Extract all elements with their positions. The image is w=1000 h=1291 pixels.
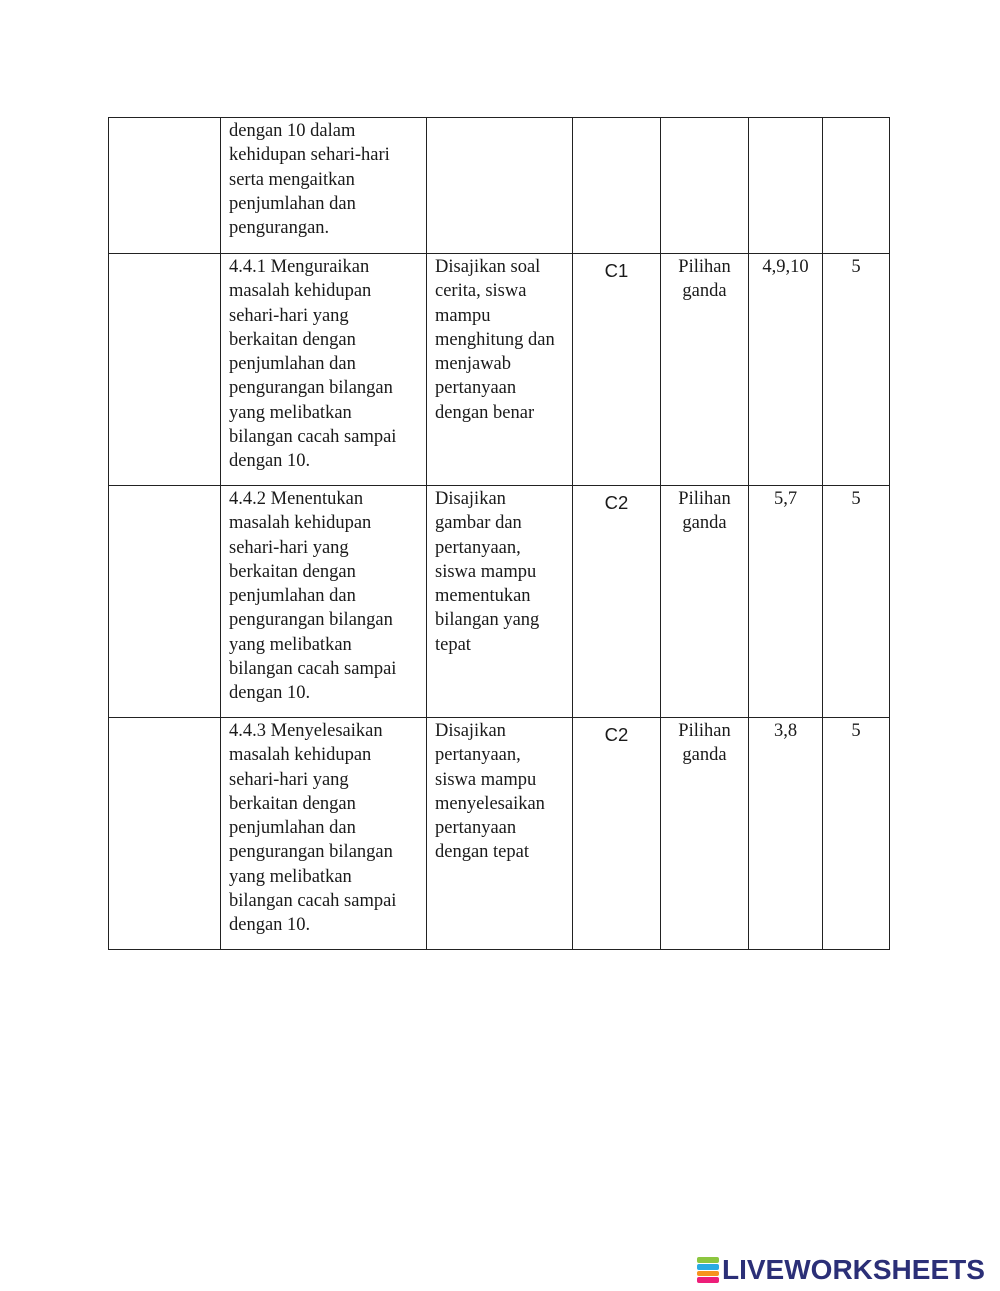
indicator-cell: 4.4.3 Menyelesaikan masalah kehidupan sehari-hari yang berkaitan dengan penjumlahan dan pengurangan bilangan yang melibatkan bilangan cacah sampai dengan 10. — [221, 718, 427, 950]
level-cell: C2 — [573, 718, 661, 950]
numbers-cell: 4,9,10 — [749, 254, 823, 486]
level-cell: C1 — [573, 254, 661, 486]
numbers-cell: 3,8 — [749, 718, 823, 950]
first-cell — [109, 118, 221, 254]
table-row — [109, 486, 890, 718]
count-cell: 5 — [823, 718, 890, 950]
numbers-cell — [749, 118, 823, 254]
indicator-cell: 4.4.1 Menguraikan masalah kehidupan sehari-hari yang berkaitan dengan penjumlahan dan pengurangan bilangan yang melibatkan bilangan cacah sampai dengan 10. — [221, 254, 427, 486]
form-cell: Pilihan ganda — [661, 718, 749, 950]
table-row — [109, 118, 890, 254]
indicator-cell: 4.4.2 Menentukan masalah kehidupan sehari-hari yang berkaitan dengan penjumlahan dan pengurangan bilangan yang melibatkan bilangan cacah sampai dengan 10. — [221, 486, 427, 718]
logo-block — [697, 1271, 719, 1277]
first-cell — [109, 486, 221, 718]
assessment-grid-table — [108, 117, 890, 950]
logo-block — [697, 1257, 719, 1263]
description-cell: Disajikan pertanyaan, siswa mampu menyelesaikan pertanyaan dengan tepat — [427, 718, 573, 950]
indicator-cell: dengan 10 dalam kehidupan sehari-hari serta mengaitkan penjumlahan dan pengurangan. — [221, 118, 427, 254]
description-cell — [427, 118, 573, 254]
count-cell: 5 — [823, 486, 890, 718]
count-cell: 5 — [823, 254, 890, 486]
description-cell: Disajikan soal cerita, siswa mampu menghitung dan menjawab pertanyaan dengan benar — [427, 254, 573, 486]
numbers-cell: 5,7 — [749, 486, 823, 718]
table-row — [109, 718, 890, 950]
form-cell — [661, 118, 749, 254]
form-cell: Pilihan ganda — [661, 486, 749, 718]
first-cell — [109, 254, 221, 486]
level-cell: C2 — [573, 486, 661, 718]
brand-name: LIVEWORKSHEETS — [722, 1254, 985, 1285]
liveworksheets-brand[interactable] — [697, 1255, 985, 1285]
logo-block — [697, 1264, 719, 1270]
description-cell: Disajikan gambar dan pertanyaan, siswa mampu mementukan bilangan yang tepat — [427, 486, 573, 718]
first-cell — [109, 718, 221, 950]
count-cell — [823, 118, 890, 254]
logo-block — [697, 1277, 719, 1283]
level-cell — [573, 118, 661, 254]
table-row — [109, 254, 890, 486]
liveworksheets-logo-icon — [697, 1257, 719, 1283]
form-cell: Pilihan ganda — [661, 254, 749, 486]
